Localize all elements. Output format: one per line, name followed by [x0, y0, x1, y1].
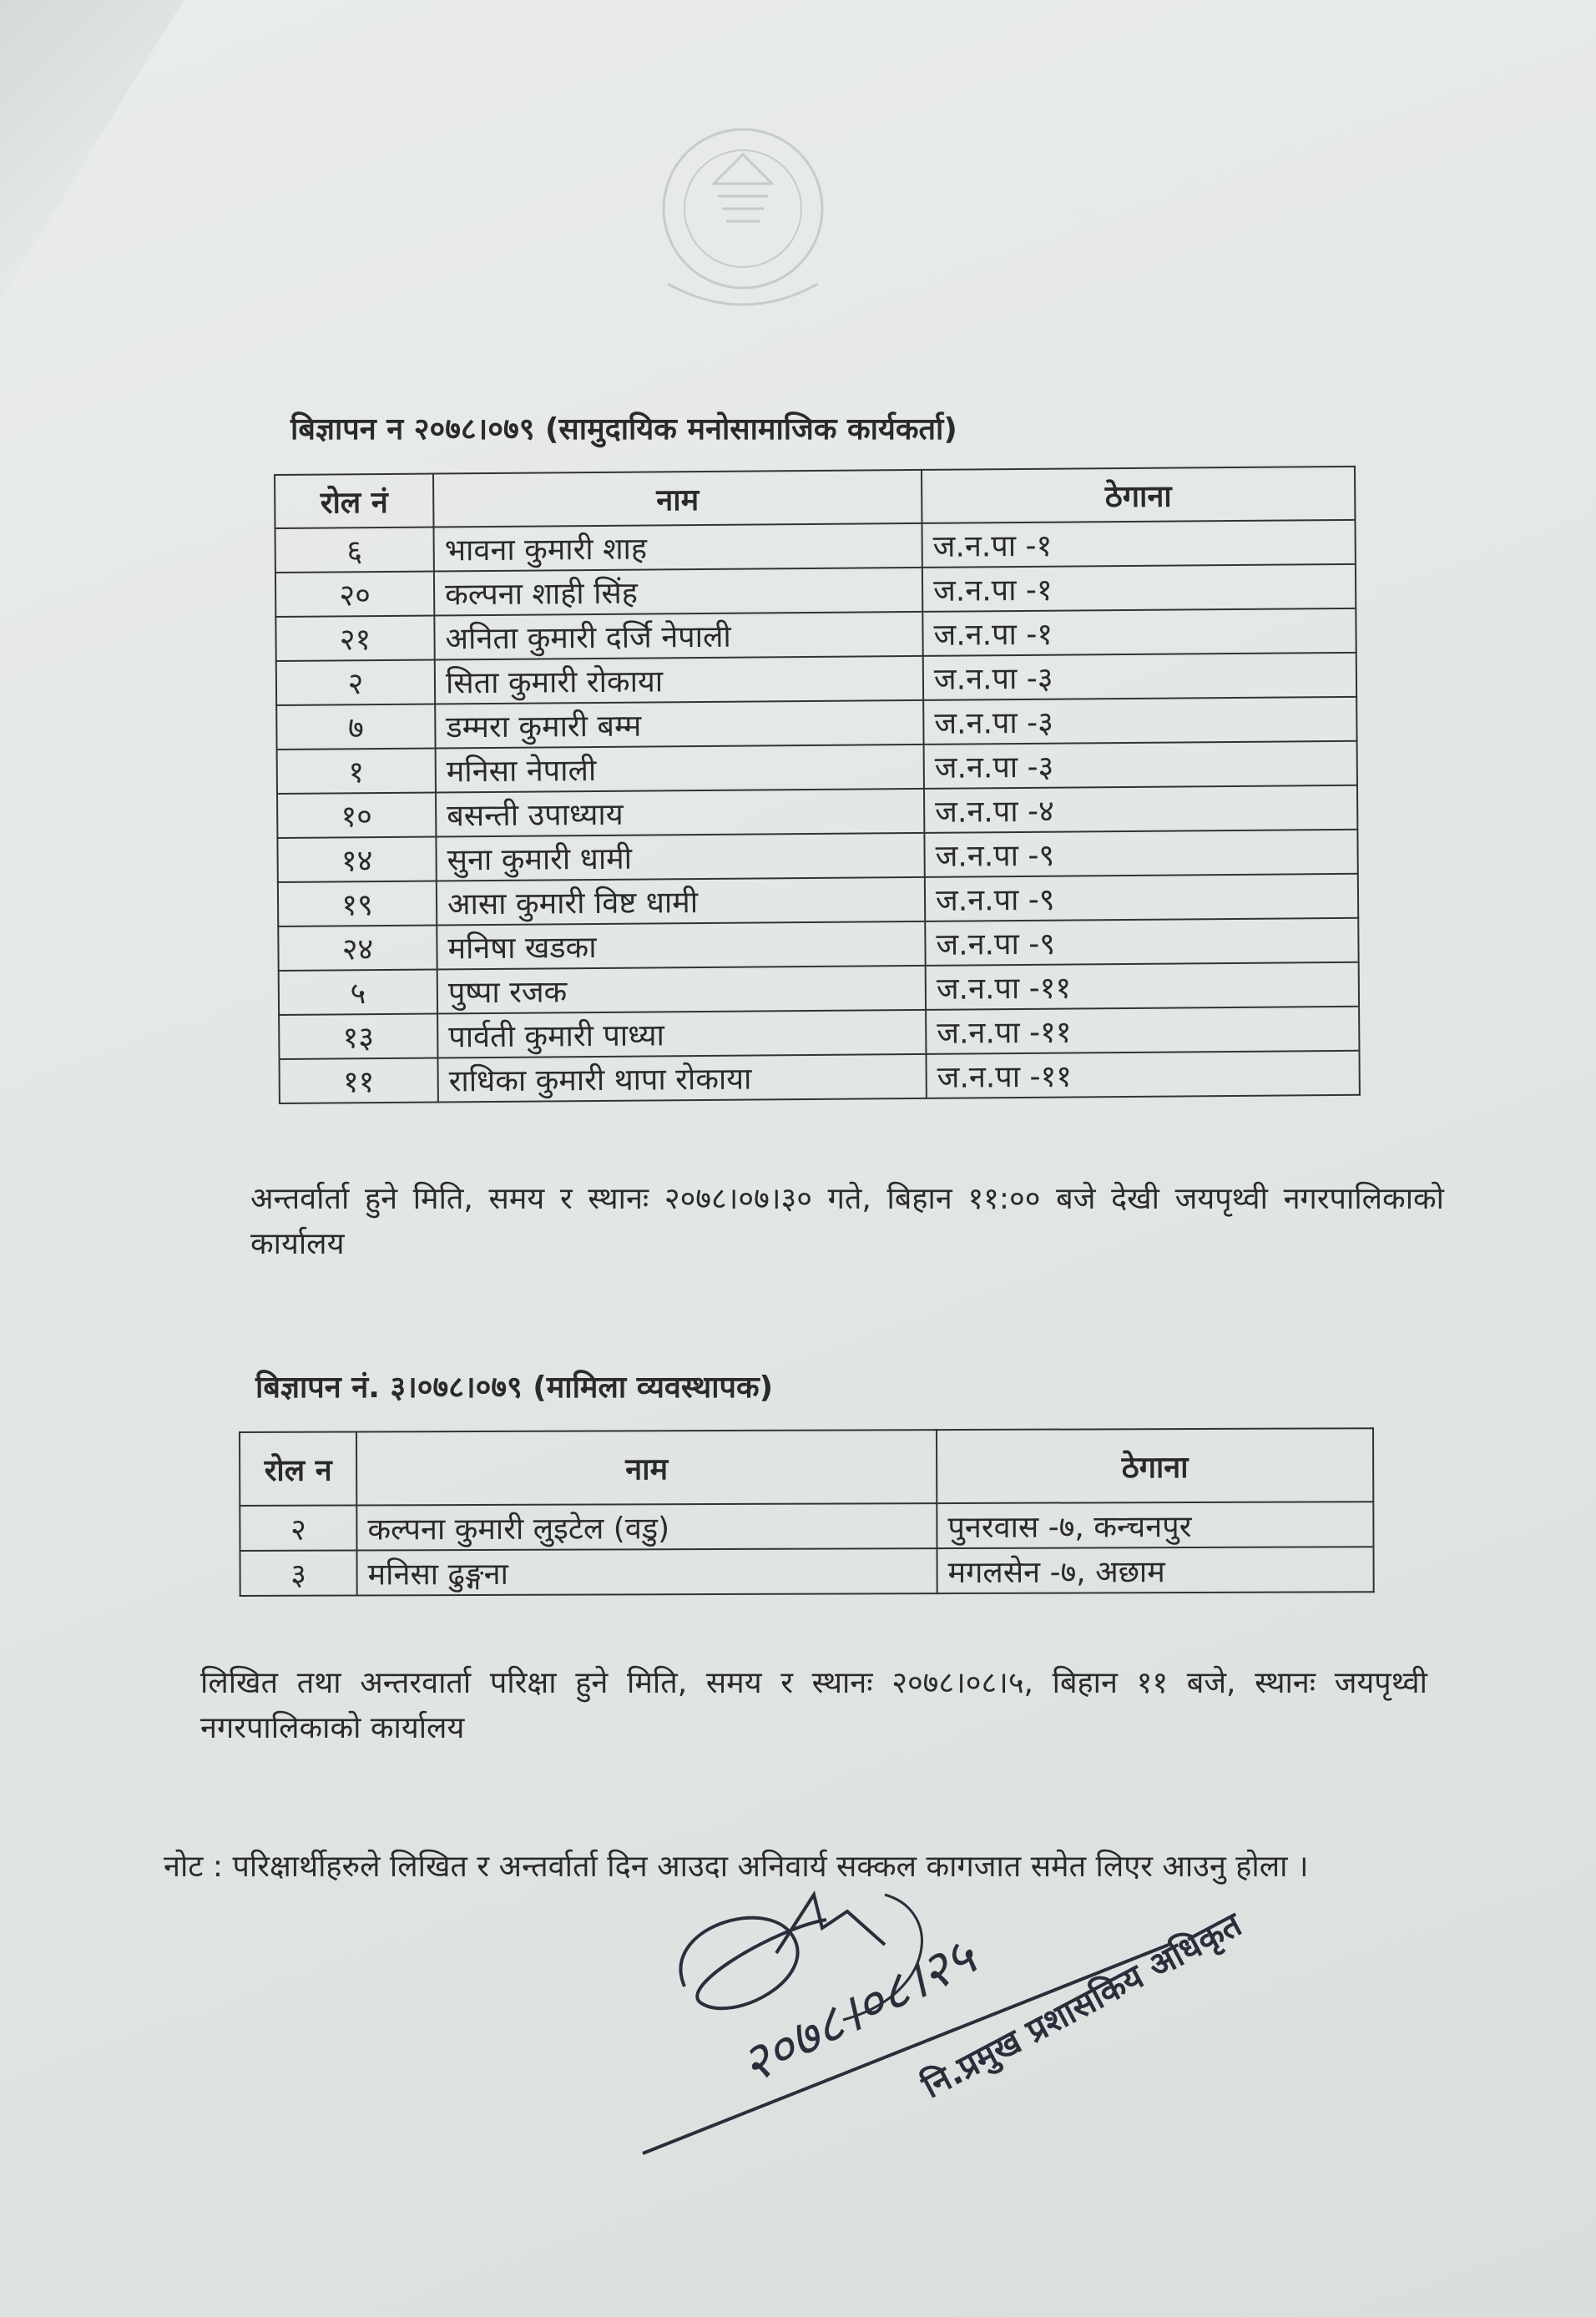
notice2-table — [239, 1427, 1375, 1597]
name-cell: भावना कुमारी शाह — [434, 523, 922, 572]
address-cell: ज.न.पा -१ — [922, 608, 1356, 656]
roll-cell: ७ — [276, 704, 435, 749]
name-cell: कल्पना शाही सिंह — [434, 568, 922, 616]
roll-cell: २० — [275, 571, 434, 616]
name-cell: सिता कुमारी रोकाया — [435, 656, 923, 704]
name-cell: सुना कुमारी धामी — [436, 833, 924, 881]
address-cell: ज.न.पा -१ — [922, 520, 1355, 568]
header-address: ठेगाना — [937, 1428, 1373, 1503]
exam-info: लिखित तथा अन्तरवार्ता परिक्षा हुने मिति, समय र स्थानः २०७८।०८।५, बिहान ११ बजे, स्थानः जयपृथ्वी नगरपालिकाको कार्यालय — [200, 1666, 1427, 1745]
header-roll: रोल नं — [275, 473, 433, 528]
table-row — [240, 1547, 1373, 1596]
name-cell: बसन्ती उपाध्याय — [436, 789, 924, 837]
address-cell: ज.न.पा -९ — [925, 918, 1358, 966]
name-cell: राधिका कुमारी थापा रोकाया — [437, 1054, 926, 1103]
roll-cell: २ — [276, 659, 435, 704]
signature-date: २०७८।०८।२५ — [730, 1925, 985, 2096]
address-cell: ज.न.पा -३ — [923, 697, 1356, 745]
name-cell: डम्मरा कुमारी बम्म — [435, 700, 923, 749]
notice1-heading: बिज्ञापन न २०७८।०७९ (सामुदायिक मनोसामाजिक कार्यकर्ता) — [290, 412, 957, 447]
notice1-table — [274, 466, 1361, 1104]
table-header-row — [240, 1428, 1373, 1506]
name-cell: पार्वती कुमारी पाध्या — [437, 1010, 926, 1058]
table-header-row — [275, 467, 1355, 528]
name-cell: अनिता कुमारी दर्जि नेपाली — [434, 612, 922, 660]
name-cell: मनिसा ढुङ्गना — [356, 1548, 937, 1595]
interview-info: अन्तर्वार्ता हुने मिति, समय र स्थानः २०७८।०७।३० गते, बिहान ११:०० बजे देखी जयपृथ्वी नगरपालिकाको कार्यालय — [250, 1182, 1444, 1261]
name-cell: पुष्पा रजक — [437, 966, 926, 1014]
table-row — [280, 1051, 1360, 1103]
address-cell: ज.न.पा -१ — [922, 564, 1356, 612]
address-cell: पुनरवास -७, कन्चनपुर — [937, 1502, 1373, 1548]
office-seal — [618, 117, 860, 334]
header-address: ठेगाना — [922, 467, 1355, 523]
roll-cell: १४ — [277, 836, 436, 881]
address-cell: ज.न.पा -३ — [924, 741, 1357, 789]
header-roll: रोल न — [240, 1432, 356, 1506]
signatory-title: नि.प्रमुख प्रशासकिय अधिकृत — [916, 1905, 1248, 2107]
name-cell: कल्पना कुमारी लुइटेल (वडु) — [356, 1503, 937, 1550]
name-cell: मनिसा नेपाली — [436, 745, 924, 793]
roll-cell: २१ — [275, 615, 434, 660]
roll-cell: १ — [277, 748, 436, 793]
roll-cell: १३ — [279, 1013, 437, 1058]
roll-cell: २ — [240, 1506, 356, 1551]
address-cell: ज.न.पा -४ — [924, 785, 1357, 833]
address-cell: ज.न.पा -११ — [926, 1051, 1359, 1098]
address-cell: ज.न.पा -३ — [923, 653, 1356, 700]
candidate-note: नोट : परिक्षार्थीहरुले लिखित र अन्तर्वार्ता दिन आउदा अनिवार्य सक्कल कागजात समेत लिएर आउनु होला । — [164, 1850, 1309, 1884]
roll-cell: ६ — [275, 527, 434, 572]
header-name: नाम — [433, 470, 922, 528]
roll-cell: ११ — [280, 1058, 438, 1103]
roll-cell: ३ — [240, 1551, 356, 1596]
roll-cell: १९ — [278, 881, 437, 926]
header-name: नाम — [356, 1430, 937, 1505]
table-row — [240, 1502, 1373, 1551]
name-cell: आसा कुमारी विष्ट धामी — [437, 877, 925, 926]
name-cell: मनिषा खडका — [437, 921, 925, 970]
notice2-heading: बिज्ञापन नं. ३।०७८।०७९ (मामिला व्यवस्थापक) — [255, 1371, 774, 1405]
address-cell: ज.न.पा -९ — [925, 874, 1358, 921]
roll-cell: ५ — [279, 969, 437, 1014]
address-cell: ज.न.पा -९ — [924, 830, 1357, 877]
roll-cell: २४ — [278, 925, 437, 970]
roll-cell: १० — [277, 792, 436, 837]
address-cell: ज.न.पा -११ — [926, 962, 1359, 1010]
address-cell: ज.न.पा -११ — [926, 1007, 1359, 1054]
address-cell: मगलसेन -७, अछाम — [937, 1547, 1373, 1593]
